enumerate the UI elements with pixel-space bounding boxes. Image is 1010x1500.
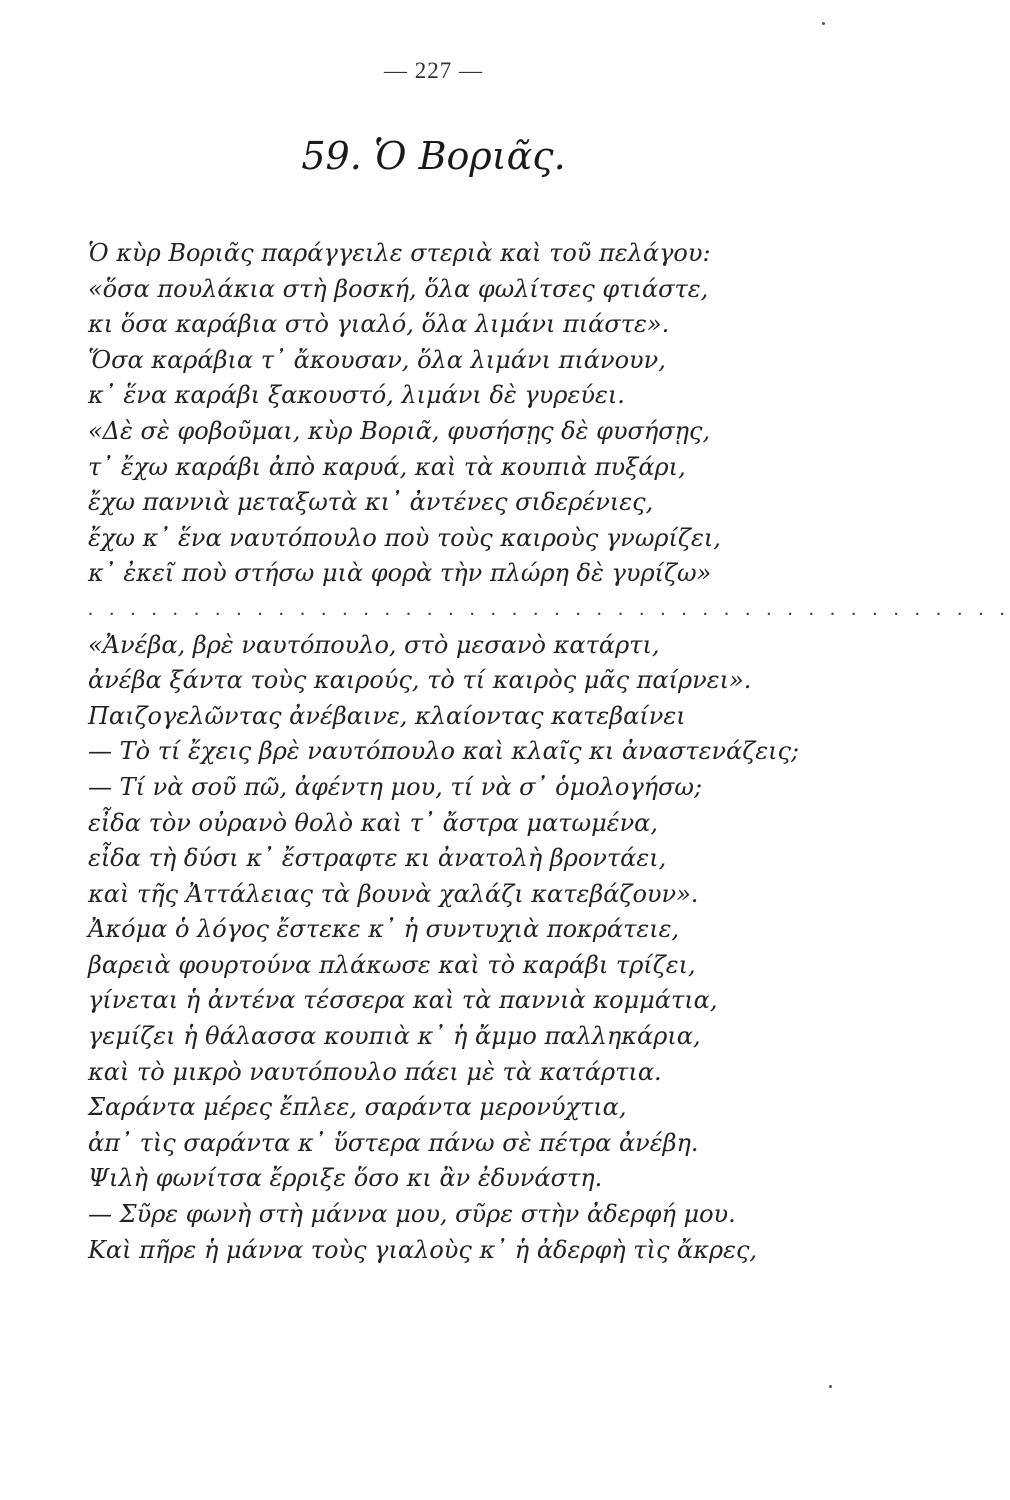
poem-line: εἶδα τὴ δύσι κ᾿ ἔστραφτε κι ἀνατολὴ βροντάει,: [88, 844, 667, 873]
poem-line: Ἀκόμα ὁ λόγος ἔστεκε κ᾿ ἡ συντυχιὰ ποκράτειε,: [88, 915, 680, 944]
poem-line: καὶ τὸ μικρὸ ναυτόπουλο πάει μὲ τὰ κατάρτια.: [88, 1057, 662, 1086]
poem-line: Ὁ κὺρ Βοριᾶς παράγγειλε στεριὰ καὶ τοῦ πελάγου:: [88, 239, 711, 267]
poem-line: ἀπ᾿ τὶς σαράντα κ᾿ ὕστερα πάνω σὲ πέτρα ἀνέβη.: [88, 1128, 699, 1157]
poem-line: γίνεται ἡ ἀντένα τέσσερα καὶ τὰ παννιὰ κομμάτια,: [88, 986, 718, 1015]
poem-body: [88, 236, 1010, 1268]
poem-line: κ᾿ ἐκεῖ ποὺ στήσω μιὰ φορὰ τὴν πλώρη δὲ γυρίζω»: [88, 559, 712, 588]
poem-line: καὶ τῆς Ἀττάλειας τὰ βουνὰ χαλάζι κατεβάζουν».: [88, 879, 699, 908]
poem-line: Σαράντα μέρες ἔπλεε, σαράντα μερονύχτια,: [88, 1093, 627, 1122]
poem-line: κι ὅσα καράβια στὸ γιαλό, ὅλα λιμάνι πιάστε».: [88, 310, 670, 339]
poem-line: κ᾿ ἕνα καράβι ξακουστό, λιμάνι δὲ γυρεύει.: [88, 381, 625, 410]
scan-speck: [822, 22, 825, 25]
poem-line: τ᾿ ἔχω καράβι ἀπὸ καρυά, καὶ τὰ κουπιὰ πυξάρι,: [88, 452, 686, 481]
poem-line: ἔχω παννιὰ μεταξωτὰ κι᾿ ἀντένες σιδερένιες,: [88, 488, 654, 517]
poem-line: Παιζογελῶντας ἀνέβαινε, κλαίοντας κατεβαίνει: [88, 701, 686, 730]
poem-line: Ὅσα καράβια τ᾿ ἄκουσαν, ὅλα λιμάνι πιάνουν,: [88, 345, 666, 374]
page-number: — 227 —: [384, 58, 483, 83]
poem-line: «Δὲ σὲ φοβοῦμαι, κὺρ Βοριᾶ, φυσήσῃς δὲ φυσήσῃς,: [88, 416, 711, 445]
scan-speck: [829, 1385, 832, 1388]
poem-title: 59. Ὁ Βοριᾶς.: [301, 134, 566, 178]
poem-line: Καὶ πῆρε ἡ μάννα τοὺς γιαλοὺς κ᾿ ἡ ἀδερφὴ τὶς ἄκρες,: [88, 1235, 758, 1264]
poem-line: — Τί νὰ σοῦ πῶ, ἀφέντη μου, τί νὰ σ᾿ ὁμολογήσω;: [88, 772, 703, 801]
poem-line: γεμίζει ἡ θάλασσα κουπιὰ κ᾿ ἡ ἄμμο παλληκάρια,: [88, 1022, 701, 1051]
poem-line: Ψιλὴ φωνίτσα ἔρριξε ὅσο κι ἂν ἐδυνάστη.: [88, 1164, 603, 1193]
poem-line: — Τὸ τί ἔχεις βρὲ ναυτόπουλο καὶ κλαῖς κι ἀναστενάζεις;: [88, 737, 800, 766]
poem-line: εἶδα τὸν οὐρανὸ θολὸ καὶ τ᾿ ἄστρα ματωμένα,: [88, 808, 658, 837]
ellipsis-separator: . . . . . . . . . . . . . . . . . . . . . . . . . . . . . . . . . . . . . . . . . . . .: [88, 597, 1010, 620]
poem-line: βαρειὰ φουρτούνα πλάκωσε καὶ τὸ καράβι τρίζει,: [88, 950, 696, 979]
poem-line: ἀνέβα ξάντα τοὺς καιρούς, τὸ τί καιρὸς μᾶς παίρνει».: [88, 666, 752, 695]
poem-line: — Σῦρε φωνὴ στὴ μάννα μου, σῦρε στὴν ἀδερφή μου.: [88, 1200, 736, 1229]
poem-line: «Ἀνέβα, βρὲ ναυτόπουλο, στὸ μεσανὸ κατάρτι,: [88, 630, 660, 659]
poem-line: ἔχω κ᾿ ἕνα ναυτόπουλο ποὺ τοὺς καιροὺς γνωρίζει,: [88, 523, 721, 552]
poem-line: «ὅσα πουλάκια στὴ βοσκή, ὅλα φωλίτσες φτιάστε,: [88, 274, 709, 303]
